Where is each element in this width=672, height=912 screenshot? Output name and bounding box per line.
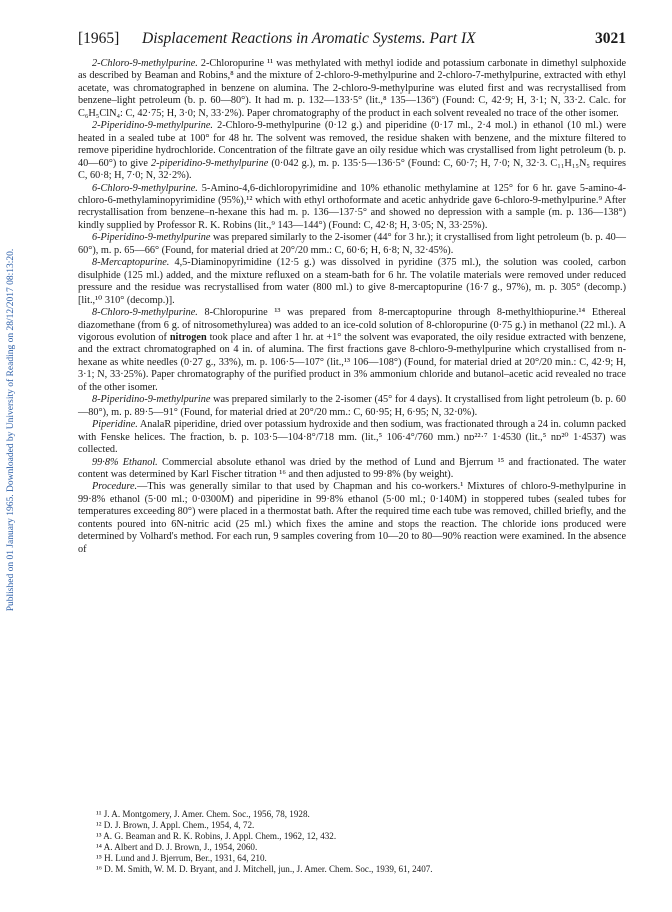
reference-item: ¹⁴ A. Albert and D. J. Brown, J., 1954, 2060. (96, 842, 258, 853)
paragraph-text: 2-Chloropurine ¹¹ was methylated with methyl iodide and potassium carbonate in dimethyl sulphoxide as described by Beaman and Robins,⁸ and the mixture of 2-chloro-9-methylpurine and 2-chloro-7-methylpurine, extracted with ethyl acetate, was chromatographed in benzene on alumina. The 2-chloro-9-methylpurine was eluted first and was recrystallised from benzene–light petroleum (b. p. 60—80°). It had m. p. 132—133·5° (lit.,⁸ 135—136°) (Found: C, 42·9; H, 3·1; N, 33·2. Calc. for C₆H₅ClN₄: C, 42·75; H, 3·0; N, 33·2%). Paper chromatography of the product in each solvent revealed no trace of the other isomer. (78, 58, 626, 119)
paragraph-text: 8-Chloropurine ¹³ was prepared from 8-mercaptopurine through 8-methylthiopurine.¹⁴ Ethereal diazomethane (from 6 g. of nitrosomethylurea) was added to an ice-cold solution of 8-chloropurine (0·75 g.) in methanol (22 ml.). A vigorous evolution of (78, 307, 626, 343)
references (78, 809, 626, 876)
paragraph-6-chloro (78, 183, 626, 233)
bold-term: nitrogen (169, 331, 207, 343)
paragraph-piperidine (78, 419, 626, 456)
paragraph-2-chloro (78, 58, 626, 120)
compound-heading: 2-Piperidino-9-methylpurine. (92, 120, 213, 132)
paragraph-procedure (78, 481, 626, 556)
paragraph-text: took place and after 1 hr. at +1° the solvent was evaporated, the oily residue extracted with benzene, and the extract chromatographed on 4 in. of alumina. The first fractions gave 8-chloro-9-methylpurine which crystallised from n-hexane as white needles (0·27 g., 33%), m. p. 106·5—107° (lit.,¹³ 106—108°) (Found, for material dried at 20°/20 min.: C, 42·9; H, 3·1; N, 33·25%). Paper chromatography of the purified product in 3% ammonium chloride and butanol–acetic acid revealed no trace of the other isomer. (78, 331, 626, 393)
section-heading: Procedure. (92, 481, 138, 493)
compound-heading: 6-Piperidino-9-methylpurine (92, 232, 211, 244)
header-year: [1965] (78, 30, 120, 47)
compound-heading: 8-Mercaptopurine. (92, 257, 170, 269)
compound-heading: Piperidine. (92, 419, 138, 431)
reference-item: ¹⁵ H. Lund and J. Bjerrum, Ber., 1931, 64, 210. (96, 853, 267, 864)
reference-item: ¹¹ J. A. Montgomery, J. Amer. Chem. Soc., 1956, 78, 1928. (96, 809, 310, 819)
header-title: Displacement Reactions in Aromatic Systems. Part IX (142, 30, 476, 47)
paragraph-2-piperidino (78, 120, 626, 182)
reference-item: ¹² D. J. Brown, J. Appl. Chem., 1954, 4, 72. (96, 820, 255, 831)
reference-item: ¹⁶ D. M. Smith, W. M. D. Bryant, and J. Mitchell, jun., J. Amer. Chem. Soc., 1939, 61, 2407. (96, 864, 433, 875)
paragraph-text: AnalaR piperidine, dried over potassium hydroxide and then sodium, was fractionated through a 24 in. column packed with Fenske helices. The fraction, b. p. 103·5—104·8°/718 mm. (lit.,⁵ 106·4°/760 mm.) nᴅ²²·⁷ 1·4530 (lit.,⁵ nᴅ²⁰ 1·4537) was collected. (78, 419, 626, 456)
paragraph-text: 4,5-Diaminopyrimidine (12·5 g.) was dissolved in pyridine (375 ml.), the solution was cooled, carbon disulphide (125 ml.) added, and the mixture refluxed on a steam-bath for 6 hr. The volatile materials were removed under reduced pressure and the residue was recrystallised from water (800 ml.) to give 8-mercaptopurine (16·7 g., 97%), m. p. 305° (decomp.) [lit.,¹⁰ 310° (decomp.)]. (78, 257, 626, 306)
paragraph-text: was prepared similarly to the 2-isomer (45° for 4 days). It crystallised from light petroleum (b. p. 60—80°), m. p. 89·5—91° (Found, for material dried at 20°/20 mm.: C, 60·95; H, 6·95; N, 32·0%). (78, 394, 626, 418)
reference-item: ¹³ A. G. Beaman and R. K. Robins, J. Appl. Chem., 1962, 12, 432. (96, 831, 337, 842)
paragraph-text: 5-Amino-4,6-dichloropyrimidine and 10% ethanolic methylamine at 125° for 6 hr. gave 5-amino-4-chloro-6-methylaminopyrimidine (95%),¹² which with ethyl orthoformate and acetic anhydride gave 6-chloro-9-methylpurine.⁹ After recrystallisation from benzene–n-hexane this had m. p. 136—137·5° and showed no depression with a sample (m. p. 136—138°) kindly supplied by Professor R. K. Robins (lit.,⁹ 143—144°) (Found: C, 42·8; H, 3·05; N, 33·25%). (78, 182, 626, 231)
compound-heading: 2-Chloro-9-methylpurine. (92, 58, 198, 69)
paragraph-text: was prepared similarly to the 2-isomer (44° for 3 hr.); it crystallised from light petroleum (b. p. 40—60°), m. p. 65—66° (Found, for material dried at 20°/20 mm.: C, 60·6; H, 6·8; N, 32·45%). (78, 232, 626, 256)
paragraph-text: —This was generally similar to that used by Chapman and his co-workers.¹ Mixtures of chloro-9-methylpurine in 99·8% ethanol (5·00 ml.; 0·0300M) and piperidine in 99·8% ethanol (5·00 ml.; 0·140M) in stoppered tubes (sealed tubes for temperatures exceeding 80°) were placed in a thermostat bath. After the required time each tube was removed, chilled briefly, and the contents poured into 6N-nitric acid (25 ml.) which fixes the amine and stops the reaction. The chloride ions produced were determined by Volhard's method. For each run, 9 samples covering from 10—20 to 80—90% reaction were examined. In the absence of (78, 481, 626, 555)
compound-heading: 8-Piperidino-9-methylpurine (92, 394, 211, 406)
download-notice: Published on 01 January 1965. Downloaded by University of Reading on 28/12/2017 08:13:20. (6, 248, 16, 612)
running-header (78, 30, 626, 50)
compound-heading: 6-Chloro-9-methylpurine. (92, 182, 198, 194)
page-number: 3021 (595, 30, 626, 47)
paragraph-6-piperidino (78, 232, 626, 257)
paragraph-8-piperidino (78, 394, 626, 419)
paragraph-text: Commercial absolute ethanol was dried by the method of Lund and Bjerrum ¹⁵ and fractionated. The water content was determined by Karl Fischer titration ¹⁶ and then adjusted to 99·8% (by weight). (78, 456, 627, 480)
compound-name: 2-piperidino-9-methylpurine (151, 157, 269, 169)
compound-heading: 8-Chloro-9-methylpurine. (92, 307, 198, 319)
article-body (78, 58, 626, 556)
paragraph-ethanol (78, 457, 626, 482)
paragraph-8-chloro (78, 307, 626, 394)
download-watermark (1, 150, 21, 710)
paragraph-text: 2-Chloro-9-methylpurine (0·12 g.) and piperidine (0·17 ml., 2·4 mol.) in ethanol (10 ml.) were heated in a sealed tube at 100° for 48 hr. The solvent was removed, the residue shaken with benzene, and the mixture filtered to remove piperidine hydrochloride. Concentration of the filtrate gave an oily residue which was crystallised from light petroleum (b. p. 40—60°) to give (78, 120, 626, 169)
paragraph-8-mercapto (78, 257, 626, 307)
compound-heading: 99·8% Ethanol. (92, 456, 158, 468)
paragraph-text: (0·042 g.), m. p. 135·5—136·5° (Found: C, 60·7; H, 7·0; N, 32·3. C₁₁H₁₅N₅ requires C, 60·8; H, 7·0; N, 32·2%). (78, 157, 626, 182)
